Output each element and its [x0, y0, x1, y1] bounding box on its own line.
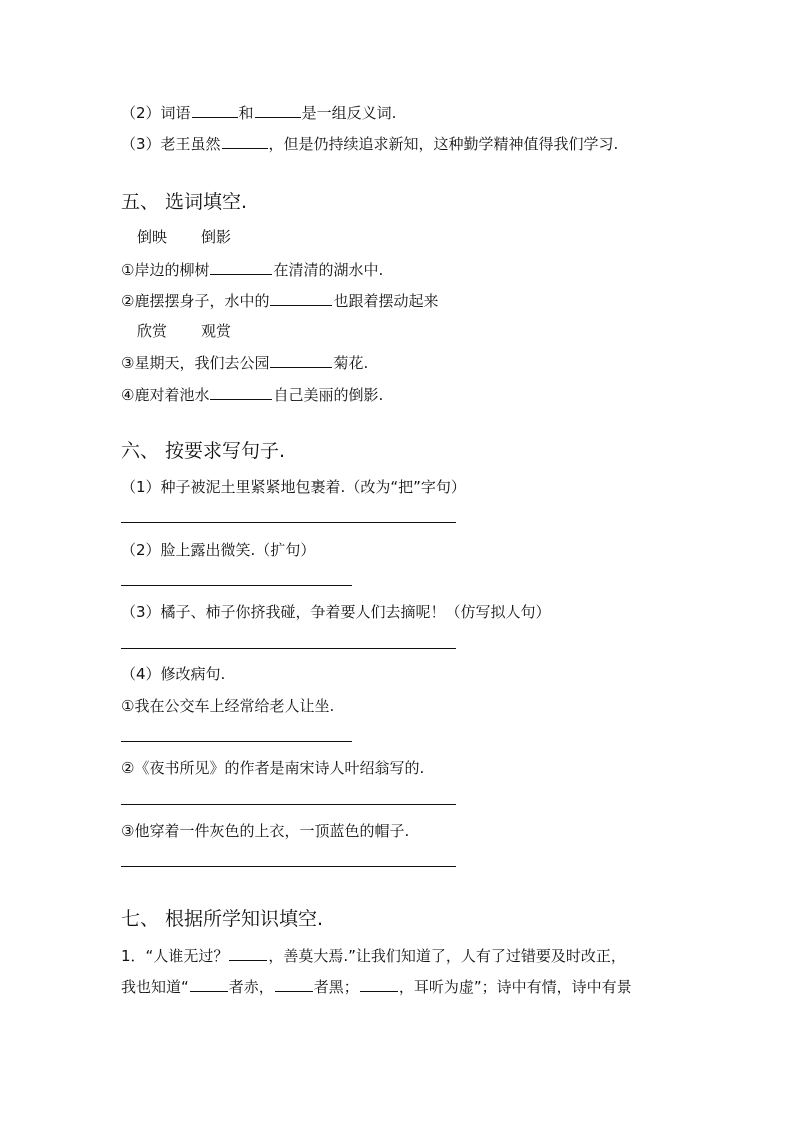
option-word: 倒影 [201, 228, 232, 246]
word-options [137, 228, 231, 246]
blank[interactable] [210, 260, 272, 275]
question-line: （3）橘子、柿子你挤我碰，争着要人们去摘呢！（仿写拟人句） [121, 603, 551, 621]
blank[interactable] [255, 103, 301, 118]
blank[interactable] [270, 291, 332, 306]
blank[interactable] [275, 977, 313, 992]
blank[interactable] [229, 946, 267, 961]
question-line: （1）种子被泥土里紧紧地包裹着.（改为“把”字句） [121, 478, 466, 496]
question-line: ③星期天，我们去公园 菊花. [121, 354, 369, 372]
blank[interactable] [192, 103, 238, 118]
question-line: ②《夜书所见》的作者是南宋诗人叶绍翁写的. [121, 759, 425, 777]
question-line: ④鹿对着池水 自己美丽的倒影. [121, 386, 384, 404]
blank[interactable] [210, 385, 272, 400]
question-line: 1．“人谁无过？ ，善莫大焉.”让我们知道了，人有了过错要及时改正， [121, 947, 626, 965]
question-line: （3）老王虽然 ，但是仍持续追求新知，这种勤学精神值得我们学习. [121, 135, 619, 153]
option-word: 欣赏 [137, 322, 168, 340]
answer-line[interactable] [121, 866, 456, 867]
question-line: ③他穿着一件灰色的上衣，一顶蓝色的帽子. [121, 822, 410, 840]
question-line: （4）修改病句. [121, 665, 226, 683]
blank[interactable] [222, 134, 268, 149]
answer-line[interactable] [121, 585, 352, 586]
blank[interactable] [360, 977, 398, 992]
option-word: 倒映 [137, 228, 168, 246]
answer-line[interactable] [121, 648, 456, 649]
answer-line[interactable] [121, 522, 456, 523]
answer-line[interactable] [121, 741, 352, 742]
question-line: （2）脸上露出微笑.（扩句） [121, 541, 316, 559]
section-title: 五、 选词填空. [121, 191, 248, 213]
blank[interactable] [270, 353, 332, 368]
blank[interactable] [190, 977, 228, 992]
answer-line[interactable] [121, 804, 456, 805]
word-options [137, 322, 231, 340]
question-line: ①岸边的柳树 在清清的湖水中. [121, 261, 384, 279]
question-line: ②鹿摆摆身子，水中的 也跟着摆动起来 [121, 292, 439, 310]
section-title: 六、 按要求写句子. [121, 440, 286, 462]
option-word: 观赏 [201, 322, 232, 340]
question-line: ①我在公交车上经常给老人让坐. [121, 697, 335, 715]
question-line: （2）词语 和 是一组反义词. [121, 104, 397, 122]
question-line: 我也知道“ 者赤， 者黑； ，耳听为虚”；诗中有情，诗中有景 [121, 978, 632, 996]
section-title: 七、 根据所学知识填空. [121, 908, 324, 930]
